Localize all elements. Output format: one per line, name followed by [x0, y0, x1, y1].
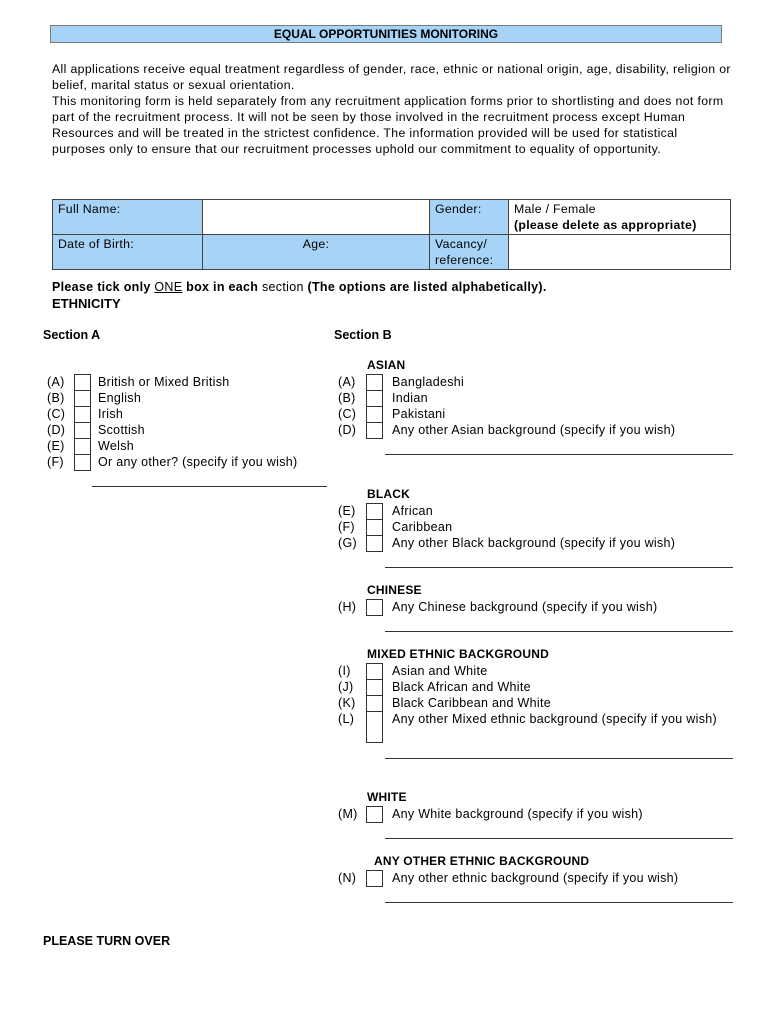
section-b-option-label: Any other Mixed ethnic background (specify if you wish) — [392, 712, 717, 726]
instruction-one: ONE — [154, 280, 183, 294]
personal-details-table — [52, 199, 731, 270]
section-b-option-code: (L) — [338, 712, 355, 726]
section-a-option-code: (E) — [47, 439, 65, 453]
section-b-group-heading: ASIAN — [367, 358, 406, 372]
section-b-checkbox[interactable] — [366, 870, 383, 887]
instruction — [52, 280, 547, 294]
gender-field[interactable] — [509, 200, 731, 235]
section-b-option-label: African — [392, 504, 434, 518]
section-b-option-label: Black Caribbean and White — [392, 696, 551, 710]
form-title: EQUAL OPPORTUNITIES MONITORING — [50, 25, 722, 43]
section-a-option-label: Welsh — [98, 439, 135, 453]
section-b-group-heading: ANY OTHER ETHNIC BACKGROUND — [374, 854, 590, 868]
section-b-specify-line[interactable] — [385, 631, 733, 632]
section-a-option-code: (B) — [47, 391, 65, 405]
gender-label: Gender: — [430, 200, 509, 235]
section-b-option-label: Any other Asian background (specify if you wish) — [392, 423, 676, 437]
section-b-option-label: Indian — [392, 391, 428, 405]
section-a-option-label: British or Mixed British — [98, 375, 230, 389]
section-b-option-label: Pakistani — [392, 407, 446, 421]
gender-options: Male / Female — [514, 202, 596, 216]
section-a-option-label: Or any other? (specify if you wish) — [98, 455, 298, 469]
section-b-checkbox[interactable] — [366, 406, 383, 423]
section-b-group-heading: MIXED ETHNIC BACKGROUND — [367, 647, 549, 661]
section-b-checkbox[interactable] — [366, 695, 383, 712]
section-b-option-label: Any other Black background (specify if you wish) — [392, 536, 676, 550]
section-b-heading: Section B — [334, 328, 392, 342]
section-b-option-code: (D) — [338, 423, 357, 437]
section-b-option-code: (I) — [338, 664, 351, 678]
ethnicity-heading: ETHNICITY — [52, 296, 121, 311]
instruction-section-word: section — [262, 280, 304, 294]
section-b-option-code: (B) — [338, 391, 356, 405]
section-b-checkbox[interactable] — [366, 711, 383, 743]
instruction-part-e: (The options are listed alphabetically). — [303, 280, 547, 294]
section-b-specify-line[interactable] — [385, 902, 733, 903]
section-b-option-label: Caribbean — [392, 520, 453, 534]
section-b-specify-line[interactable] — [385, 838, 733, 839]
full-name-label: Full Name: — [53, 200, 203, 235]
age-label: Age: — [203, 235, 430, 270]
section-b-checkbox[interactable] — [366, 679, 383, 696]
section-b-specify-line[interactable] — [385, 758, 733, 759]
section-b-option-label: Any Chinese background (specify if you wish) — [392, 600, 658, 614]
section-b-option-label: Asian and White — [392, 664, 488, 678]
section-a-option-code: (F) — [47, 455, 64, 469]
dob-label: Date of Birth: — [53, 235, 203, 270]
section-a-checkbox[interactable] — [74, 454, 91, 471]
section-b-option-label: Any White background (specify if you wish) — [392, 807, 643, 821]
section-a-heading: Section A — [43, 328, 101, 342]
section-b-group-heading: WHITE — [367, 790, 407, 804]
section-b-option-code: (K) — [338, 696, 356, 710]
section-b-specify-line[interactable] — [385, 454, 733, 455]
section-b-option-code: (H) — [338, 600, 357, 614]
section-b-checkbox[interactable] — [366, 519, 383, 536]
section-b-option-label: Any other ethnic background (specify if you wish) — [392, 871, 679, 885]
section-b-checkbox[interactable] — [366, 374, 383, 391]
section-a-checkbox[interactable] — [74, 406, 91, 423]
section-b-specify-line[interactable] — [385, 567, 733, 568]
instruction-part-c: box in each — [182, 280, 262, 294]
intro-paragraph-2: This monitoring form is held separately from any recruitment application forms prior to shortlisting and does not form part of the recruitment process. It will not be seen by those involved in the recruitment process except Human Resources and will be treated in the strictest confidence. The information provided will be used for statistical purposes only to ensure that our recruitment processes uphold our commitment to equality of opportunity. — [52, 94, 724, 156]
section-a-option-label: Scottish — [98, 423, 145, 437]
section-a-option-label: Irish — [98, 407, 124, 421]
section-b-option-label: Bangladeshi — [392, 375, 465, 389]
section-a-option-code: (A) — [47, 375, 65, 389]
intro-paragraph-1: All applications receive equal treatment regardless of gender, race, ethnic or national origin, age, disability, religion or belief, marital status or sexual orientation. — [52, 62, 731, 92]
section-b-option-code: (F) — [338, 520, 355, 534]
footer-note: PLEASE TURN OVER — [43, 934, 171, 948]
full-name-field[interactable] — [203, 200, 430, 235]
vacancy-label: Vacancy/ reference: — [430, 235, 509, 270]
section-b-checkbox[interactable] — [366, 663, 383, 680]
section-b-option-label: Black African and White — [392, 680, 531, 694]
gender-note: (please delete as appropriate) — [514, 218, 697, 232]
section-b-option-code: (N) — [338, 871, 357, 885]
section-a-checkbox[interactable] — [74, 422, 91, 439]
section-b-checkbox[interactable] — [366, 535, 383, 552]
vacancy-field[interactable] — [509, 235, 731, 270]
section-a-option-code: (D) — [47, 423, 66, 437]
section-a-checkbox[interactable] — [74, 438, 91, 455]
section-b-option-code: (J) — [338, 680, 354, 694]
section-a-checkbox[interactable] — [74, 374, 91, 391]
section-a-checkbox[interactable] — [74, 390, 91, 407]
section-b-option-code: (A) — [338, 375, 356, 389]
section-b-group-heading: CHINESE — [367, 583, 422, 597]
section-a-option-label: English — [98, 391, 142, 405]
section-b-option-code: (E) — [338, 504, 356, 518]
section-b-group-heading: BLACK — [367, 487, 410, 501]
section-b-checkbox[interactable] — [366, 390, 383, 407]
section-b-checkbox[interactable] — [366, 503, 383, 520]
section-b-checkbox[interactable] — [366, 806, 383, 823]
intro-text — [52, 61, 732, 157]
section-b-option-code: (G) — [338, 536, 357, 550]
instruction-part-a: Please tick only — [52, 280, 155, 294]
section-b-checkbox[interactable] — [366, 599, 383, 616]
section-b-checkbox[interactable] — [366, 422, 383, 439]
section-a-option-code: (C) — [47, 407, 66, 421]
section-b-option-code: (C) — [338, 407, 357, 421]
section-b-option-code: (M) — [338, 807, 358, 821]
section-a-specify-line[interactable] — [92, 486, 327, 487]
